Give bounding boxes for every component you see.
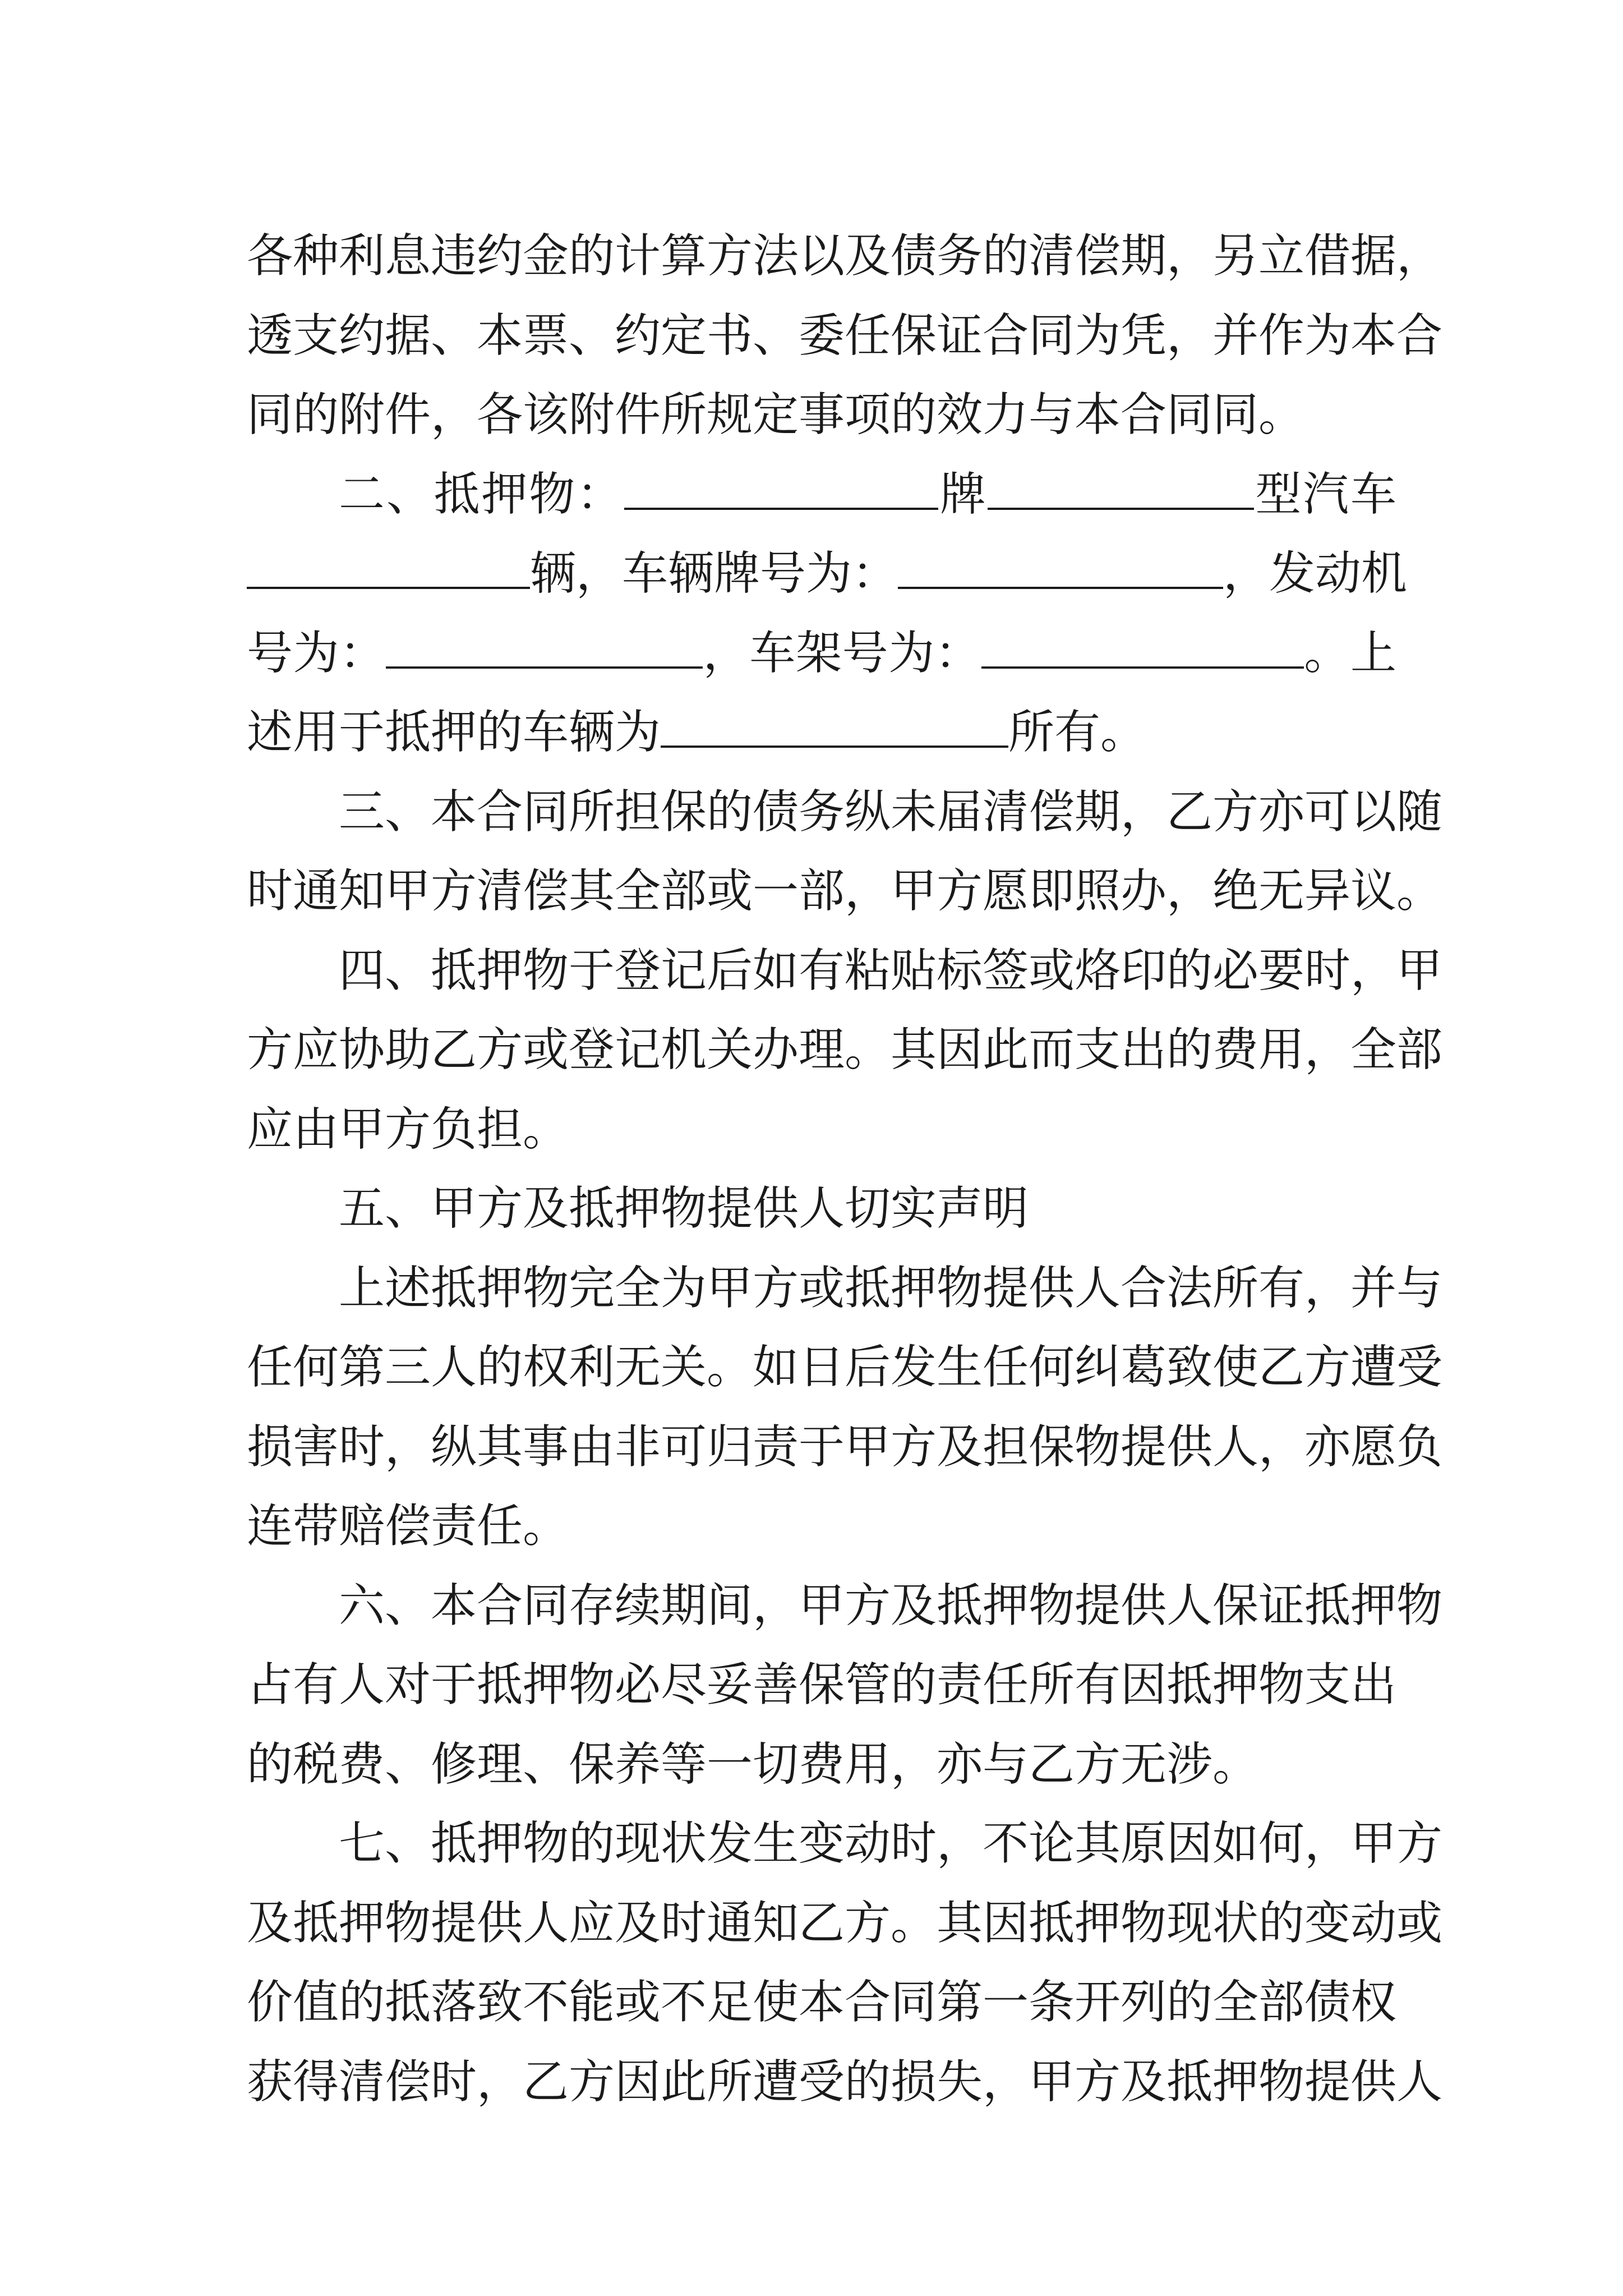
text-fragment: 牌 <box>938 467 988 521</box>
text-line: 同的附件，各该附件所规定事项的效力与本合同同。 <box>247 388 1305 441</box>
text-line: 及抵押物提供人应及时通知乙方。其因抵押物现状的变动或 <box>247 1896 1443 1950</box>
frame-number-blank[interactable] <box>981 628 1304 669</box>
clause-5-heading: 五、甲方及抵押物提供人切实声明 <box>339 1182 1029 1235</box>
text-fragment: 型汽车 <box>1253 467 1396 521</box>
text-line: 三、本合同所担保的债务纵未届清偿期，乙方亦可以随 <box>339 785 1443 839</box>
plate-number-blank[interactable] <box>898 549 1223 589</box>
text-line: 获得清偿时，乙方因此所遭受的损失，甲方及抵押物提供人 <box>247 2055 1443 2109</box>
engine-number-blank[interactable] <box>386 628 703 669</box>
contract-body <box>247 217 1443 2122</box>
text-fragment: 述用于抵押的车辆为 <box>247 706 661 759</box>
text-line: 透支约据、本票、约定书、委任保证合同为凭，并作为本合 <box>247 309 1443 362</box>
text-line: 连带赔偿责任。 <box>247 1499 569 1553</box>
text-fragment: ，发动机 <box>1223 547 1408 600</box>
clause-2-heading: 二、抵押物： <box>339 467 624 521</box>
text-fragment: 所有。 <box>1008 706 1147 759</box>
text-line: 损害时，纵其事由非可归责于甲方及担保物提供人，亦愿负 <box>247 1420 1443 1474</box>
text-line: 六、本合同存续期间，甲方及抵押物提供人保证抵押物 <box>339 1579 1443 1632</box>
text-fragment: 号为： <box>247 626 386 680</box>
text-line: 占有人对于抵押物必尽妥善保管的责任所有因抵押物支出 <box>247 1658 1397 1711</box>
text-fragment: 辆，车辆牌号为： <box>530 547 898 600</box>
vehicle-count-blank[interactable] <box>247 549 530 589</box>
text-line: 时通知甲方清偿其全部或一部，甲方愿即照办，绝无异议。 <box>247 864 1443 918</box>
brand-blank[interactable] <box>624 470 938 510</box>
text-line: 的税费、修理、保养等一切费用，亦与乙方无涉。 <box>247 1737 1259 1791</box>
model-blank[interactable] <box>988 470 1254 510</box>
collateral-line-4 <box>247 693 1396 772</box>
text-line: 七、抵押物的现状发生变动时，不论其原因如何，甲方 <box>339 1817 1443 1870</box>
text-fragment: ，车架号为： <box>703 626 981 680</box>
collateral-line-1 <box>247 455 1396 535</box>
text-line: 任何第三人的权利无关。如日后发生任何纠葛致使乙方遭受 <box>247 1341 1443 1394</box>
text-line: 应由甲方负担。 <box>247 1102 569 1156</box>
collateral-line-3 <box>247 614 1396 693</box>
text-line: 价值的抵落致不能或不足使本合同第一条开列的全部债权 <box>247 1976 1397 2029</box>
text-line: 方应协助乙方或登记机关办理。其因此而支出的费用，全部 <box>247 1023 1443 1076</box>
text-line: 上述抵押物完全为甲方或抵押物提供人合法所有，并与 <box>339 1261 1443 1315</box>
text-line: 四、抵押物于登记后如有粘贴标签或烙印的必要时，甲 <box>339 944 1443 997</box>
owner-blank[interactable] <box>661 707 1008 748</box>
text-line: 各种利息违约金的计算方法以及债务的清偿期，另立借据， <box>247 229 1443 283</box>
text-fragment: 。上 <box>1303 626 1396 680</box>
collateral-line-2 <box>247 534 1408 614</box>
